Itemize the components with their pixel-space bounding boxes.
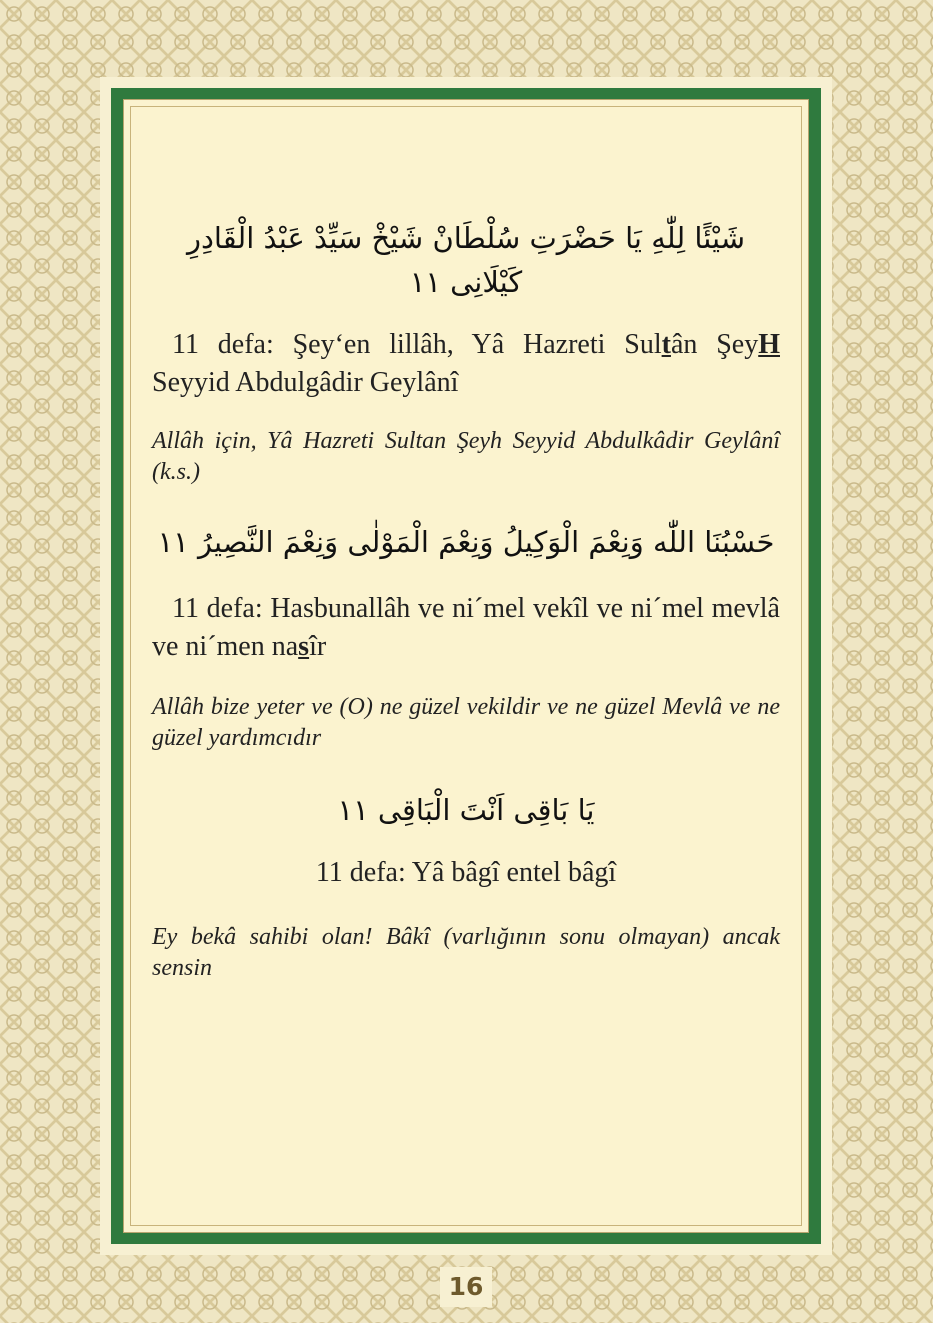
page-number: 16 [440,1267,492,1307]
transliteration-1: 11 defa: Şey‘en lillâh, Yâ Hazreti Sultân ŞeyH Seyyid Abdulgâdir Geylânî [152,329,780,398]
meaning-2: Allâh bize yeter ve (O) ne güzel vekildir ve ne güzel Mevlâ ve ne güzel yardımcıdır [152,694,780,751]
page-content [152,210,780,984]
transliteration-2: 11 defa: Hasbunallâh ve ni´mel vekîl ve ni´mel mevlâ ve ni´men nasîr [152,593,780,662]
meaning-3: Ey bekâ sahibi olan! Bâkî (varlığının sonu olmayan) ancak sensin [152,924,780,981]
transliteration-3: 11 defa: Yâ bâgî entel bâgî [315,857,617,888]
arabic-prayer-2: حَسْبُنَا اللّٰه وَنِعْمَ الْوَكِيلُ وَنِعْمَ الْمَوْلٰى وَنِعْمَ النَّصِيرُ ١١ [157,525,775,559]
meaning-1: Allâh için, Yâ Hazreti Sultan Şeyh Seyyid Abdulkâdir Geylânî (k.s.) [152,428,780,485]
arabic-prayer-1: شَيْئًا لِلّٰهِ يَا حَضْرَتِ سُلْطَانْ شَيْخْ سَيِّدْ عَبْدُ الْقَادِرِ كَيْلَانِى ١١ [186,221,746,299]
arabic-prayer-3: يَا بَاقِى اَنْتَ الْبَاقِى ١١ [337,793,595,827]
